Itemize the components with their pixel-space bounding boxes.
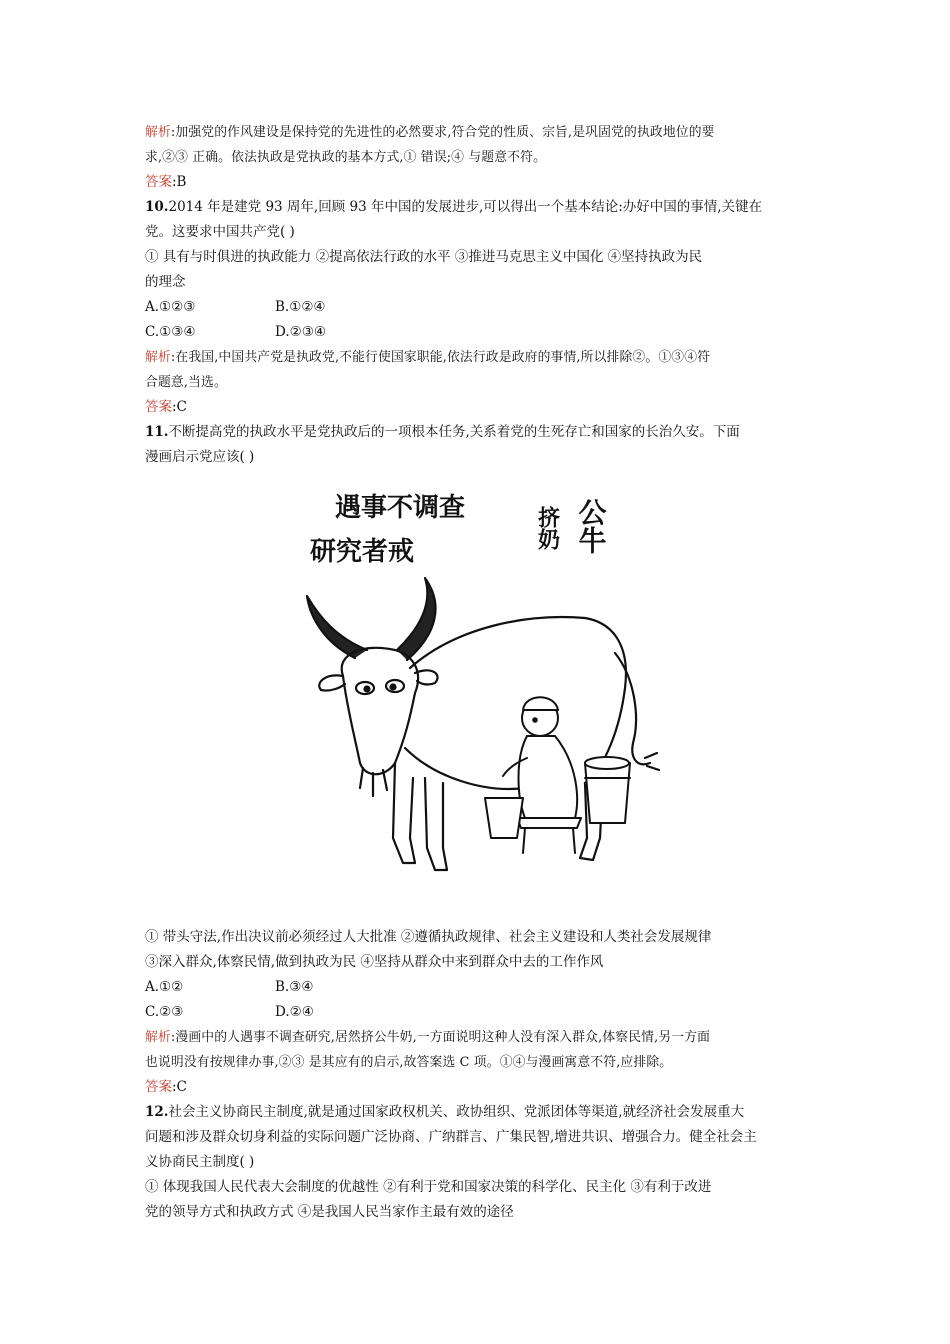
option-d: D.②④ — [275, 1004, 314, 1020]
q12-stem-line-2: 问题和涉及群众切身利益的实际问题广泛协商、广纳群言、广集民智,增进共识、增强合力。健全社会主 — [145, 1129, 757, 1145]
q10-statement-line-2: 的理念 — [145, 274, 186, 290]
option-c: C.①③④ — [145, 324, 196, 340]
q9-analysis-line-2: 求,②③ 正确。依法执政是党执政的基本方式,① 错误;④ 与题意不符。 — [145, 150, 547, 165]
answer-label: 答案 — [145, 399, 172, 415]
q10-stem-line-1: 10.2014 年是建党 93 周年,回顾 93 年中国的发展进步,可以得出一个基本结论:办好中国的事情,关键在 — [145, 199, 763, 215]
option-b: B.①②④ — [275, 299, 326, 315]
q11-stem-line-2: 漫画启示党应该( ) — [145, 449, 255, 465]
analysis-label: 解析 — [145, 350, 171, 365]
cartoon-caption-line-2: 研究者戒 — [310, 537, 415, 567]
cartoon-title-col-1: 挤奶 — [534, 506, 560, 550]
option-a: A.①② — [145, 979, 184, 995]
q10-options-row-2 — [145, 320, 810, 345]
q11-statement-line-2: ③深入群众,体察民情,做到执政为民 ④坚持从群众中来到群众中去的工作作风 — [145, 954, 604, 970]
analysis-label: 解析 — [145, 125, 171, 140]
q12-stem-line-1: 12.社会主义协商民主制度,就是通过国家政权机关、政协组织、党派团体等渠道,就经济社会发展重大 — [145, 1104, 745, 1120]
q10-stem-line-2: 党。这要求中国共产党( ) — [145, 224, 295, 240]
option-a: A.①②③ — [145, 299, 196, 315]
q12-stem-line-3: 义协商民主制度( ) — [145, 1154, 255, 1170]
q9-answer: 答案:B — [145, 174, 187, 190]
q9-analysis-line-1: 解析:加强党的作风建设是保持党的先进性的必然要求,符合党的性质、宗旨,是巩固党的执政地位的要 — [145, 125, 715, 140]
answer-label: 答案 — [145, 174, 172, 190]
milker-drawing — [485, 697, 630, 853]
option-c: C.②③ — [145, 1004, 184, 1020]
analysis-label: 解析 — [145, 1030, 171, 1045]
cartoon-figure — [145, 470, 810, 925]
q11-statement-line-1: ① 带头守法,作出决议前必须经过人大批准 ②遵循执政规律、社会主义建设和人类社会发展规律 — [145, 929, 712, 945]
q11-options-row-1 — [145, 975, 810, 1000]
cartoon-image — [285, 478, 665, 898]
answer-label: 答案 — [145, 1079, 172, 1095]
question-number: 12. — [145, 1104, 169, 1120]
q11-analysis-line-1: 解析:漫画中的人遇事不调查研究,居然挤公牛奶,一方面说明这种人没有深入群众,体察民情,另一方面 — [145, 1030, 711, 1045]
q11-answer: 答案:C — [145, 1079, 187, 1095]
q10-analysis-line-2: 合题意,当选。 — [145, 375, 227, 390]
q11-analysis-line-2: 也说明没有按规律办事,②③ 是其应有的启示,故答案选 C 项。①④与漫画寓意不符,应排除。 — [145, 1055, 673, 1070]
q10-statement-line-1: ① 具有与时俱进的执政能力 ②提高依法行政的水平 ③推进马克思主义中国化 ④坚持执政为民 — [145, 249, 703, 265]
q12-statement-line-2: 党的领导方式和执政方式 ④是我国人民当家作主最有效的途径 — [145, 1204, 514, 1220]
option-b: B.③④ — [275, 979, 314, 995]
cartoon-caption-line-1: 遇事不调查 — [335, 493, 466, 523]
q12-statement-line-1: ① 体现我国人民代表大会制度的优越性 ②有利于党和国家决策的科学化、民主化 ③有利于改进 — [145, 1179, 712, 1195]
question-number: 10. — [145, 199, 169, 215]
document-page — [145, 120, 810, 1225]
q11-stem-line-1: 11.不断提高党的执政水平是党执政后的一项根本任务,关系着党的生死存亡和国家的长治久安。下面 — [145, 424, 740, 440]
q10-answer: 答案:C — [145, 399, 187, 415]
q10-analysis-line-1: 解析:在我国,中国共产党是执政党,不能行使国家职能,依法行政是政府的事情,所以排除②。①③④符 — [145, 350, 711, 365]
cartoon-title-col-2: 公牛 — [574, 498, 608, 554]
q10-options-row-1 — [145, 295, 810, 320]
question-number: 11. — [145, 424, 169, 440]
bull-drawing — [307, 578, 659, 870]
q11-options-row-2 — [145, 1000, 810, 1025]
option-d: D.②③④ — [275, 324, 326, 340]
